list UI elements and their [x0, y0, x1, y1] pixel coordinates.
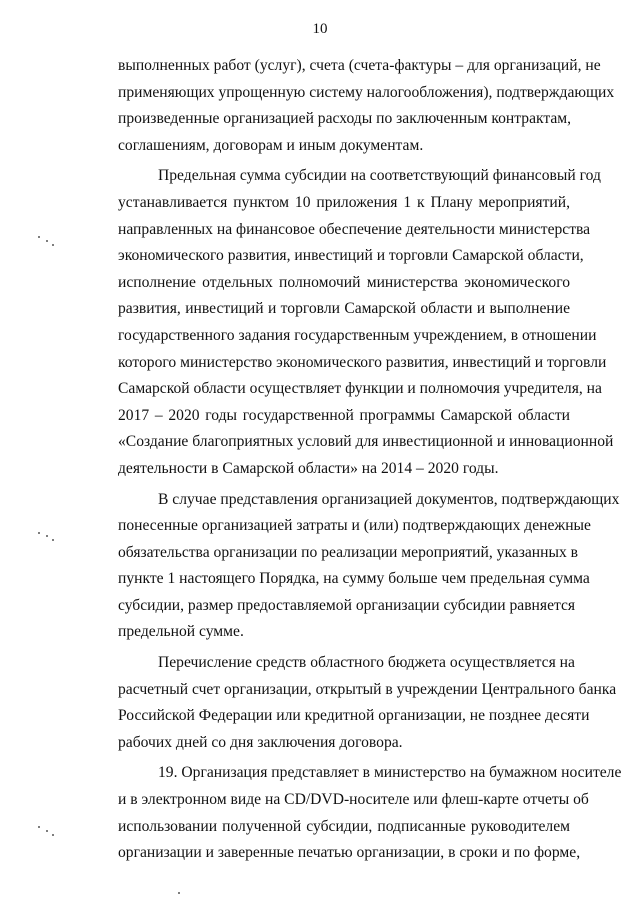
- text-line: государственного задания государственным учреждением, в отношении: [118, 326, 597, 344]
- text-line: направленных на финансовое обеспечение деятельности министерства: [118, 220, 591, 238]
- text-line: произведенные организацией расходы по заключенным контрактам,: [118, 110, 572, 128]
- scan-speck: [46, 830, 48, 832]
- text-line: Российской Федерации или кредитной организации, не позднее десяти: [118, 707, 590, 725]
- text-line: понесенные организацией затраты и (или) подтверждающих денежные: [118, 517, 591, 535]
- text-line: рабочих дней со дня заключения договора.: [118, 733, 403, 751]
- text-line: В случае представления организацией документов, подтверждающих: [158, 490, 620, 508]
- text-line: применяющих упрощенную систему налогообложения), подтверждающих: [118, 83, 615, 101]
- scan-speck: [38, 236, 40, 238]
- text-line: обязательства организации по реализации мероприятий, указанных в: [118, 543, 579, 561]
- text-line: использовании полученной субсидии, подписанные руководителем: [118, 817, 570, 835]
- scan-speck: [46, 535, 48, 537]
- scan-speck: [46, 240, 48, 242]
- scan-speck: [38, 826, 40, 828]
- page-number: 10: [312, 21, 328, 37]
- text-line: субсидии, размер предоставляемой организации субсидии равняется: [118, 596, 576, 614]
- document-body: [78, 53, 622, 867]
- text-line: расчетный счет организации, открытый в учреждении Центрального банка: [118, 680, 617, 698]
- paragraph-p1: [78, 53, 615, 159]
- scan-speck: [52, 834, 54, 836]
- text-line: пункте 1 настоящего Порядка, на сумму больше чем предельная сумма: [118, 570, 590, 588]
- scan-speck: [178, 892, 180, 894]
- text-line: соглашениям, договорам и иным документам.: [118, 136, 424, 154]
- text-line: выполненных работ (услуг), счета (счета-фактуры – для организаций, не: [118, 57, 601, 74]
- text-line: Самарской области осуществляет функции и полномочия учредителя, на: [118, 380, 602, 398]
- paragraph-p5: [78, 760, 622, 866]
- text-line: исполнение отдельных полномочий министерства экономического: [118, 273, 570, 291]
- text-line: предельной сумме.: [118, 623, 244, 641]
- text-line: «Создание благоприятных условий для инвестиционной и инновационной: [118, 433, 614, 451]
- paragraph-p3: [78, 487, 620, 647]
- text-line: 19. Организация представляет в министерство на бумажном носителе: [158, 764, 622, 782]
- text-line: 2017 – 2020 годы государственной программы Самарской области: [118, 406, 570, 424]
- text-line: Предельная сумма субсидии на соответствующий финансовый год: [158, 167, 601, 185]
- scan-speck: [38, 532, 40, 534]
- paragraph-p2: [78, 163, 614, 482]
- text-line: организации и заверенные печатью организации, в сроки и по форме,: [118, 844, 581, 862]
- text-line: экономического развития, инвестиций и торговли Самарской области,: [118, 247, 584, 265]
- text-line: и в электронном виде на CD/DVD-носителе или флеш-карте отчеты об: [118, 791, 589, 809]
- text-line: деятельности в Самарской области» на 2014 – 2020 годы.: [118, 459, 499, 477]
- text-line: устанавливается пунктом 10 приложения 1 к Плану мероприятий,: [118, 193, 570, 211]
- text-line: которого министерство экономического развития, инвестиций и торговли: [118, 353, 607, 371]
- text-line: Перечисление средств областного бюджета осуществляется на: [158, 654, 575, 672]
- paragraph-p4: [78, 650, 617, 756]
- scan-speck: [52, 244, 54, 246]
- text-line: развития, инвестиций и торговли Самарской области и выполнение: [118, 300, 570, 318]
- scan-speck: [52, 539, 54, 541]
